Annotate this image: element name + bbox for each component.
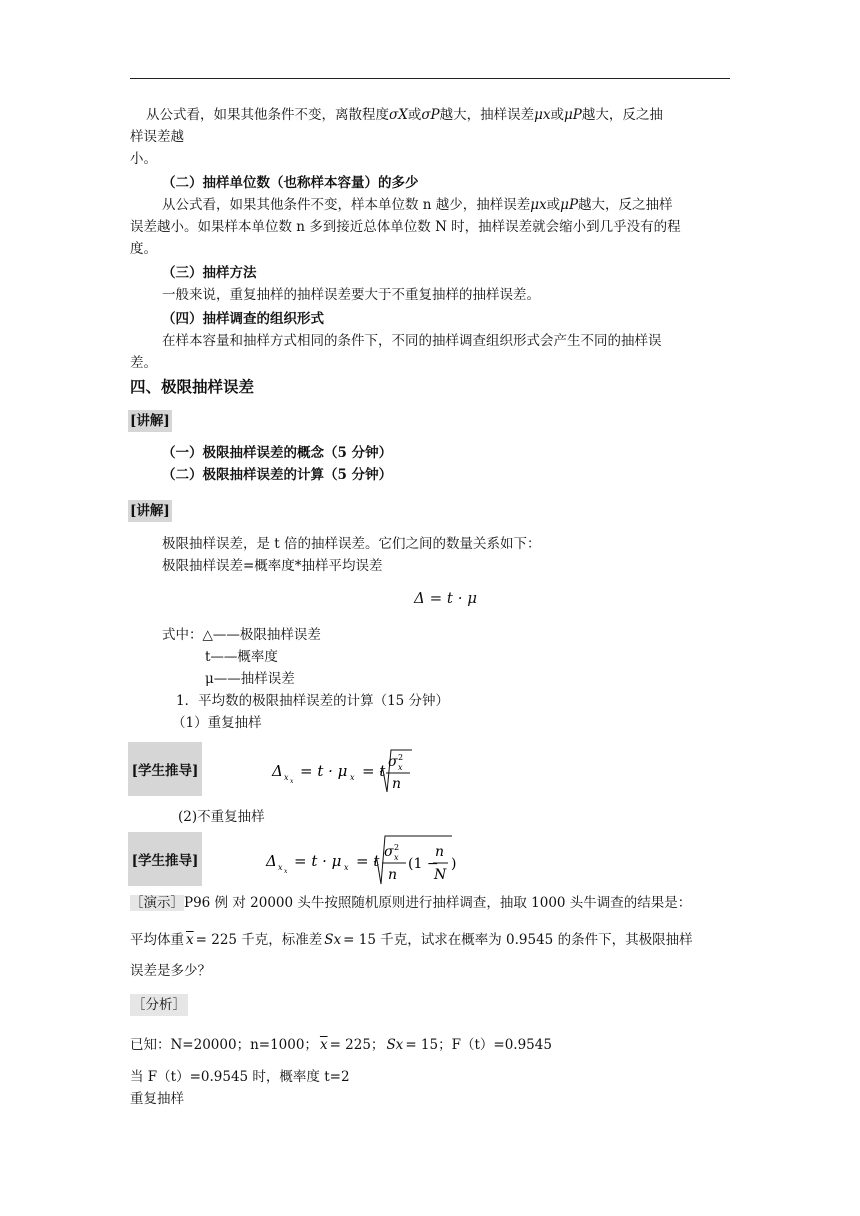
demo-line-2 <box>130 929 732 951</box>
section-2-line-1 <box>162 194 764 216</box>
intro-line-2: 极限抽样误差=概率度*抽样平均误差 <box>162 558 383 574</box>
header-rule <box>130 78 730 79</box>
section-2-line-3: 度。 <box>130 241 157 257</box>
text: 越大，反之抽样 <box>578 197 673 213</box>
text: 或 <box>407 107 422 123</box>
text: 从公式看，如果其他条件不变，样本单位数 n 越少，抽样误差 <box>162 197 531 213</box>
text: P96 例 对 20000 头牛按照随机原则进行抽样调查，抽取 1000 头牛调查的结果是： <box>184 895 692 911</box>
math-mu-x: μx <box>530 197 547 213</box>
n: n <box>388 867 398 883</box>
demo-line-1 <box>130 892 732 914</box>
math-mu-x: μx <box>534 107 551 123</box>
sub-1a: （1）重复抽样 <box>172 715 262 731</box>
math-xbar: $\overline{x}$ <box>186 932 194 948</box>
sup-2: 2 <box>394 843 400 852</box>
where-line: 式中：△——极限抽样误差 <box>162 627 321 643</box>
section-2-line-2: 误差越小。如果样本单位数 n 多到接近总体单位数 N 时，抽样误差就会缩小到几乎没有的程 <box>130 219 681 235</box>
text: 从公式看，如果其他条件不变，离散程度 <box>146 107 389 123</box>
text: 越大，抽样误差 <box>439 107 535 123</box>
sup-2: 2 <box>398 753 404 762</box>
tag-text: [学生推导] <box>131 763 199 779</box>
demo-tag: ［演示］ <box>130 895 184 911</box>
math-sigma-x: σX <box>389 107 408 123</box>
delta: Δ <box>272 762 283 780</box>
section-2-heading: （二）抽样单位数（也称样本容量）的多少 <box>162 175 419 191</box>
eq-2: = t <box>362 762 386 780</box>
paren-open: (1 − <box>408 856 439 872</box>
n: n <box>392 776 402 792</box>
section-3-heading: （三）抽样方法 <box>162 265 257 281</box>
student-derivation-tag-2 <box>128 832 202 886</box>
math-sigma-p: σP <box>421 107 440 123</box>
text: = 225 千克，标准差 <box>195 932 323 948</box>
text: = 15；F（t）=0.9545 <box>405 1037 552 1053</box>
demo-line-3: 误差是多少？ <box>130 963 211 979</box>
formula-main: Δ = t · μ <box>414 589 478 607</box>
sub-x2: x <box>394 853 399 862</box>
eq-2: = t <box>356 852 380 870</box>
math-mu-p: μP <box>564 107 582 123</box>
section-4-line-1: 在样本容量和抽样方式相同的条件下，不同的抽样调查组织形式会产生不同的抽样误 <box>162 333 662 349</box>
item-1: （一）极限抽样误差的概念（5 分钟） <box>162 445 393 461</box>
where-mu: μ——抽样误差 <box>205 671 295 687</box>
text: 越大，反之抽 <box>581 107 663 123</box>
sigma: σ <box>384 844 394 860</box>
sub-sub-x: x <box>290 778 294 785</box>
sub-xx: x <box>284 773 289 782</box>
sub-xx: x <box>278 863 283 872</box>
paragraph-1-line-3: 小。 <box>130 151 157 167</box>
analysis-tag: ［分析］ <box>130 994 188 1016</box>
text: = 15 千克，试求在概率为 0.9545 的条件下，其极限抽样 <box>343 932 693 948</box>
sub-1: 1．平均数的极限抽样误差的计算（15 分钟） <box>176 693 450 709</box>
sub-x: x <box>344 863 349 872</box>
formula-non-repeated-sampling <box>264 830 474 888</box>
eq-1: = t · μ <box>300 762 348 780</box>
text: = 225； <box>329 1037 385 1053</box>
delta: Δ <box>266 852 277 870</box>
section-4-heading: （四）抽样调查的组织形式 <box>162 311 324 327</box>
sub-x: x <box>350 773 355 782</box>
paren-close: ) <box>451 856 457 872</box>
eq-1: = t · μ <box>294 852 342 870</box>
num-n: n <box>435 844 445 860</box>
lecture-tag-1: [讲解] <box>128 410 172 432</box>
where-t: t——概率度 <box>205 649 278 665</box>
paragraph-1-line-1 <box>146 104 748 126</box>
t-line: 当 F（t）=0.9545 时，概率度 t=2 <box>130 1069 350 1085</box>
tag-text: [学生推导] <box>131 853 199 869</box>
math-mu-p: μP <box>560 197 579 213</box>
den-N: N <box>434 867 447 883</box>
text: 或 <box>550 107 565 123</box>
paragraph-1-line-2: 样误差越 <box>130 129 184 145</box>
item-2: （二）极限抽样误差的计算（5 分钟） <box>162 467 393 483</box>
text: 已知：N=20000；n=1000； <box>130 1037 318 1053</box>
chapter-heading: 四、极限抽样误差 <box>130 377 255 396</box>
sub-sub-x: x <box>284 868 288 875</box>
text: 平均体重 <box>130 932 184 948</box>
student-derivation-tag-1 <box>128 742 202 796</box>
section-4-line-2: 差。 <box>130 355 157 371</box>
sigma: σ <box>388 754 398 770</box>
math-sx: Sx <box>324 932 342 948</box>
last-line: 重复抽样 <box>130 1091 184 1107</box>
formula-repeated-sampling <box>270 742 420 798</box>
intro-line-1: 极限抽样误差，是 t 倍的抽样误差。它们之间的数量关系如下： <box>162 536 541 552</box>
lecture-tag-2: [讲解] <box>128 500 172 522</box>
math-sx: Sx <box>386 1037 404 1053</box>
sub-1b: (2)不重复抽样 <box>178 809 265 825</box>
section-3-line-1: 一般来说，重复抽样的抽样误差要大于不重复抽样的抽样误差。 <box>162 287 540 303</box>
known-line <box>130 1034 732 1056</box>
math-xbar: $\overline{x}$ <box>319 1037 328 1053</box>
sub-x2: x <box>398 763 403 772</box>
text: 或 <box>546 197 561 213</box>
